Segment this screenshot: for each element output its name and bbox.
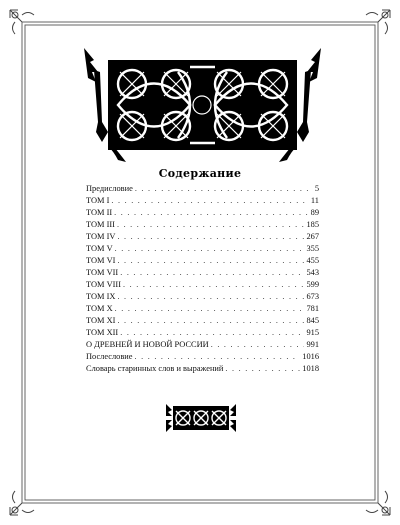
toc-entry-label: ТОМ X xyxy=(86,304,113,313)
toc-entry[interactable] xyxy=(86,339,319,351)
toc-entry-label: ТОМ III xyxy=(86,220,115,229)
leader-dots xyxy=(117,219,304,231)
toc-entry-page: 89 xyxy=(310,208,319,217)
leader-dots xyxy=(115,303,305,315)
leader-dots xyxy=(135,183,313,195)
toc-entry-label: ТОМ I xyxy=(86,196,110,205)
leader-dots xyxy=(211,339,305,351)
toc-entry-page: 673 xyxy=(306,292,319,301)
toc-entry-page: 5 xyxy=(314,184,319,193)
toc-entry[interactable] xyxy=(86,279,319,291)
toc-entry-label: ТОМ IX xyxy=(86,292,116,301)
toc-list xyxy=(86,183,319,375)
toc-entry-label: ТОМ IV xyxy=(86,232,116,241)
toc-entry-page: 543 xyxy=(306,268,319,277)
leader-dots xyxy=(114,207,308,219)
toc-entry-page: 915 xyxy=(306,328,319,337)
toc-entry-page: 991 xyxy=(306,340,319,349)
toc-entry[interactable] xyxy=(86,183,319,195)
toc-entry[interactable] xyxy=(86,267,319,279)
toc-entry-page: 455 xyxy=(306,256,319,265)
toc-entry-page: 355 xyxy=(306,244,319,253)
leader-dots xyxy=(225,363,300,375)
toc-entry-label: ТОМ V xyxy=(86,244,113,253)
toc-entry-label: О ДРЕВНЕЙ И НОВОЙ РОССИИ xyxy=(86,340,209,349)
toc-entry[interactable] xyxy=(86,195,319,207)
toc-entry-label: Предисловие xyxy=(86,184,133,193)
toc-entry[interactable] xyxy=(86,315,319,327)
tailpiece-ornament xyxy=(164,400,238,436)
toc-entry-page: 599 xyxy=(306,280,319,289)
leader-dots xyxy=(115,243,305,255)
toc-entry[interactable] xyxy=(86,243,319,255)
toc-entry-page: 845 xyxy=(306,316,319,325)
leader-dots xyxy=(120,267,304,279)
toc-entry[interactable] xyxy=(86,255,319,267)
toc-entry[interactable] xyxy=(86,327,319,339)
toc-entry-page: 1016 xyxy=(302,352,319,361)
toc-entry-page: 185 xyxy=(306,220,319,229)
toc-entry-label: ТОМ II xyxy=(86,208,113,217)
leader-dots xyxy=(117,255,304,267)
toc-entry[interactable] xyxy=(86,219,319,231)
toc-entry-label: ТОМ XI xyxy=(86,316,116,325)
toc-entry-page: 1018 xyxy=(302,364,319,373)
toc-entry-label: ТОМ VIII xyxy=(86,280,122,289)
leader-dots xyxy=(111,195,309,207)
toc-entry-page: 267 xyxy=(306,232,319,241)
toc-entry[interactable] xyxy=(86,303,319,315)
toc-entry-label: Словарь старинных слов и выражений xyxy=(86,364,224,373)
toc-entry-label: ТОМ XII xyxy=(86,328,119,337)
leader-dots xyxy=(123,279,304,291)
headpiece-ornament xyxy=(80,42,325,172)
toc-entry-page: 11 xyxy=(310,196,319,205)
toc-entry-label: ТОМ VI xyxy=(86,256,116,265)
toc-title: Содержание xyxy=(158,167,242,180)
toc-entry[interactable] xyxy=(86,363,319,375)
toc-entry-label: Послесловие xyxy=(86,352,133,361)
leader-dots xyxy=(117,291,304,303)
toc-entry[interactable] xyxy=(86,291,319,303)
leader-dots xyxy=(120,327,304,339)
interlace-knot-icon xyxy=(80,42,325,172)
leader-dots xyxy=(117,315,304,327)
small-interlace-icon xyxy=(164,400,238,436)
leader-dots xyxy=(135,351,301,363)
leader-dots xyxy=(117,231,304,243)
toc-entry[interactable] xyxy=(86,351,319,363)
toc-entry[interactable] xyxy=(86,207,319,219)
toc-entry[interactable] xyxy=(86,231,319,243)
toc-entry-page: 781 xyxy=(306,304,319,313)
toc-entry-label: ТОМ VII xyxy=(86,268,119,277)
